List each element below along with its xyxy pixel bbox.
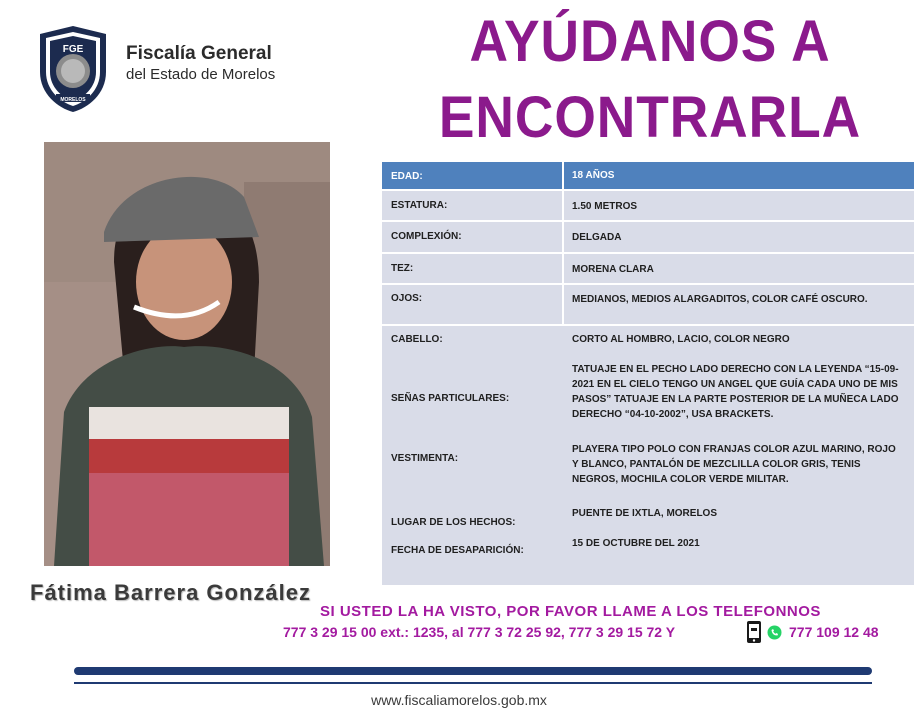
info-row-eyes [382, 285, 914, 324]
location-value: PUENTE DE IXTLA, MORELOS [572, 508, 718, 519]
phone-numbers: 777 3 29 15 00 ext.: 1235, al 777 3 72 25 92, 777 3 29 15 72 Y [283, 624, 676, 640]
info-value: MORENA CLARA [572, 264, 654, 275]
footer-divider-thin [74, 682, 872, 684]
info-value: 18 AÑOS [572, 170, 615, 181]
fge-badge-logo [36, 24, 110, 114]
org-subtitle: del Estado de Morelos [126, 66, 276, 83]
title-line-1: AYÚDANOS A [469, 9, 831, 74]
badge-abbr: FGE [62, 44, 84, 55]
info-value: DELGADA [572, 232, 622, 243]
date-value: 15 DE OCTUBRE DEL 2021 [572, 538, 700, 549]
info-label: EDAD: [391, 171, 423, 182]
info-value: 1.50 METROS [572, 201, 638, 212]
call-to-action: SI USTED LA HA VISTO, POR FAVOR LLAME A LOS TELEFONNOS [320, 603, 821, 620]
hair-label: CABELLO: [391, 334, 443, 345]
missing-person-photo [44, 142, 330, 566]
info-label: COMPLEXIÓN: [391, 231, 462, 242]
title-line-2: ENCONTRARLA [438, 85, 862, 150]
missing-person-name: Fátima Barrera González [30, 580, 311, 605]
hair-value: CORTO AL HOMBRO, LACIO, COLOR NEGRO [572, 334, 790, 345]
info-value: MEDIANOS, MEDIOS ALARGADITOS, COLOR CAFÉ OSCURO. [572, 294, 868, 305]
location-label: LUGAR DE LOS HECHOS: [391, 517, 516, 528]
org-name: Fiscalía General [126, 43, 272, 64]
info-label: TEZ: [391, 263, 414, 274]
info-row-age [382, 162, 914, 189]
info-label: OJOS: [391, 293, 423, 304]
date-label: FECHA DE DESAPARICIÓN: [391, 545, 524, 556]
info-table [382, 162, 914, 585]
footer-divider-thick [74, 667, 872, 675]
info-row-build [382, 222, 914, 252]
marks-value: TATUAJE EN EL PECHO LADO DERECHO CON LA LEYENDA “15-09-2021 EN EL CIELO TENGO UN ANGEL QUE GUÍA CADA UNO DE MIS PASOS” TATUAJE EN LA PARTE POSTERIOR DE LA MUÑECA LADO DERECHO “04-10-2002”, USA BRACKETS. [572, 364, 899, 420]
info-label: ESTATURA: [391, 200, 448, 211]
badge-state-text: MORELOS [60, 97, 86, 103]
info-row-height [382, 191, 914, 220]
phone-icon [746, 620, 762, 644]
whatsapp-number: 777 109 12 48 [789, 624, 879, 640]
clothing-value: PLAYERA TIPO POLO CON FRANJAS COLOR AZUL MARINO, ROJO Y BLANCO, PANTALÓN DE MEZCLILLA COLOR GRIS, TENIS NEGROS, MOCHILA COLOR VERDE MILITAR. [572, 444, 896, 485]
info-row-complexion [382, 254, 914, 283]
clothing-label: VESTIMENTA: [391, 453, 459, 464]
marks-label: SEÑAS PARTICULARES: [391, 393, 510, 404]
whatsapp-icon [767, 625, 782, 640]
website-link[interactable]: www.fiscaliamorelos.gob.mx [371, 692, 547, 708]
